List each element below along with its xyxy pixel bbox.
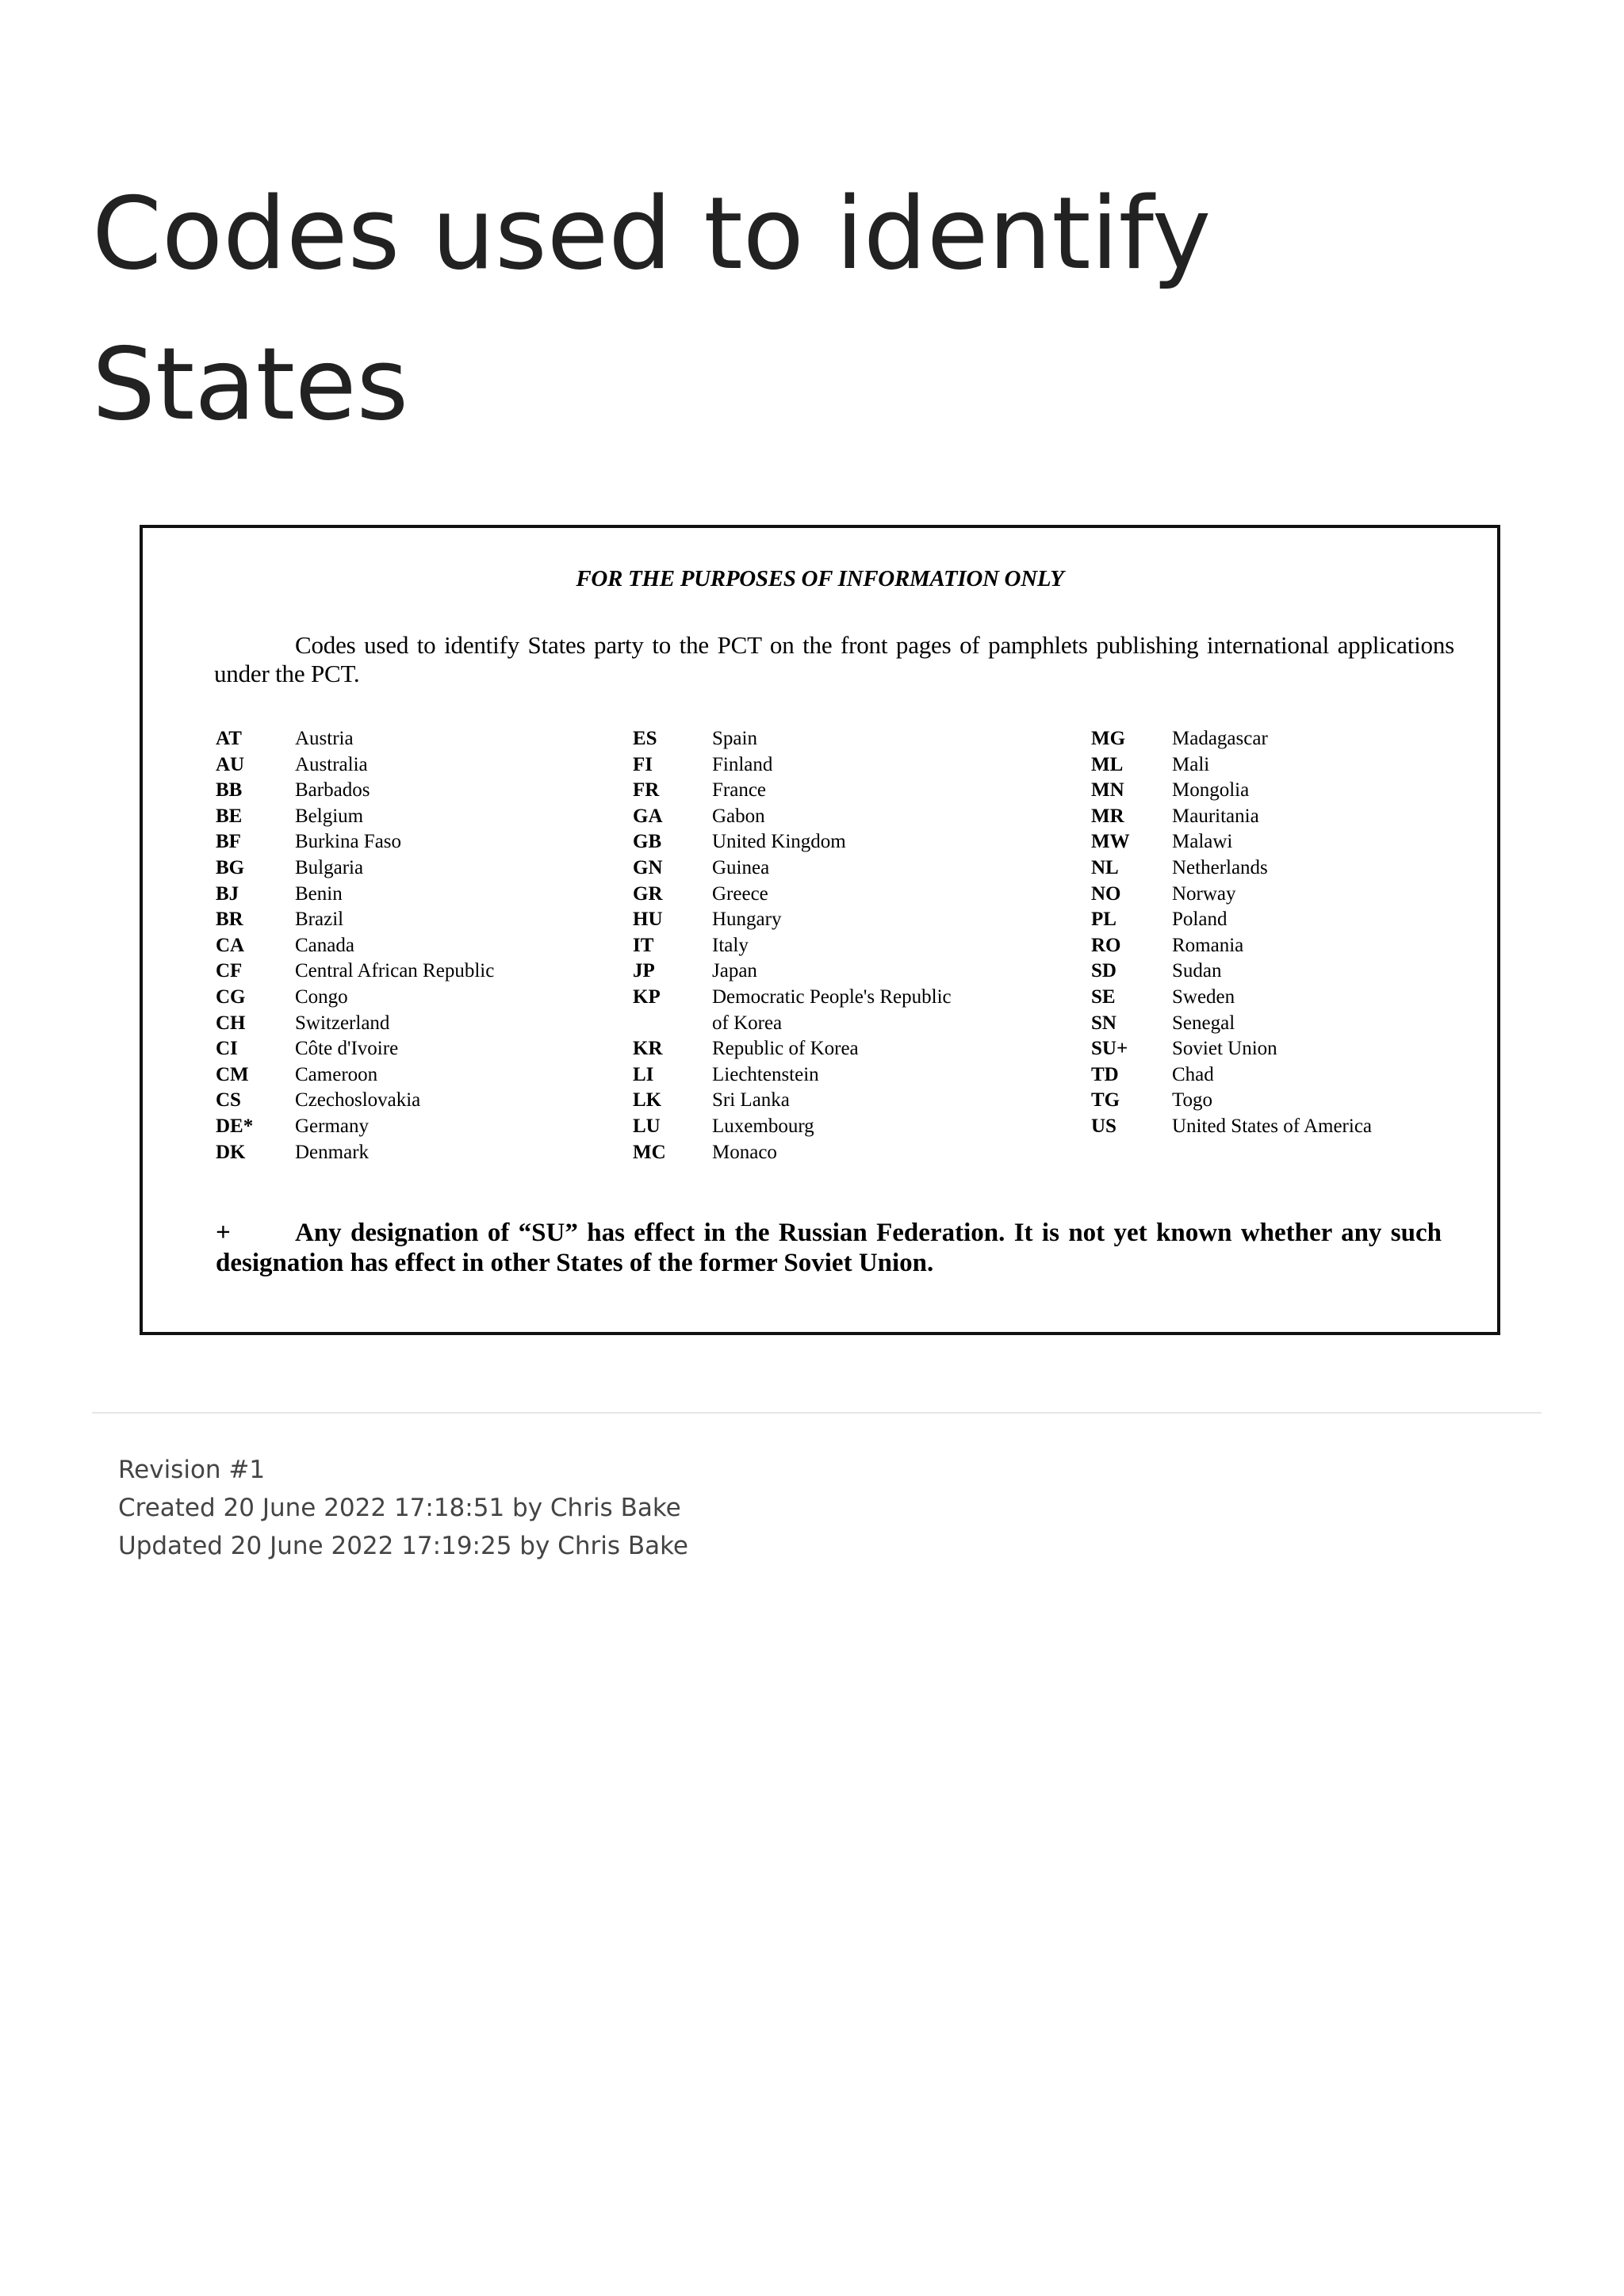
state-name: Romania bbox=[1172, 934, 1244, 956]
code-row bbox=[216, 907, 628, 933]
state-code: MW bbox=[1091, 831, 1130, 853]
code-column-3 bbox=[1091, 726, 1488, 1140]
state-code: SE bbox=[1091, 985, 1116, 1008]
state-name: Austria bbox=[295, 728, 354, 749]
state-code: RO bbox=[1091, 934, 1121, 956]
state-code: ML bbox=[1091, 753, 1124, 775]
state-code: MR bbox=[1091, 805, 1124, 827]
state-code: LK bbox=[633, 1089, 662, 1112]
state-name: of Korea bbox=[712, 1012, 783, 1034]
state-name: Germany bbox=[295, 1115, 370, 1137]
code-row bbox=[633, 985, 1045, 1011]
state-code: DE* bbox=[216, 1115, 254, 1137]
state-code: ES bbox=[633, 728, 657, 749]
state-name: Malawi bbox=[1172, 831, 1233, 853]
state-name: Benin bbox=[295, 882, 343, 905]
code-row bbox=[216, 726, 628, 752]
state-name: Greece bbox=[712, 882, 768, 905]
state-code: SN bbox=[1091, 1012, 1116, 1034]
state-code: SD bbox=[1091, 960, 1116, 982]
state-name: Brazil bbox=[295, 909, 344, 931]
state-name: Italy bbox=[712, 934, 749, 956]
state-code: BJ bbox=[216, 882, 239, 905]
code-row bbox=[633, 1088, 1045, 1114]
code-row bbox=[633, 933, 1045, 959]
code-row bbox=[216, 1114, 628, 1140]
code-row bbox=[216, 1062, 628, 1089]
state-code: CM bbox=[216, 1063, 249, 1085]
state-code: PL bbox=[1091, 909, 1116, 931]
code-row bbox=[1091, 933, 1488, 959]
state-code: LI bbox=[633, 1063, 654, 1085]
code-row bbox=[633, 778, 1045, 804]
code-row bbox=[1091, 1011, 1488, 1037]
code-row bbox=[216, 829, 628, 855]
state-name: Soviet Union bbox=[1172, 1038, 1277, 1060]
code-row bbox=[1091, 1114, 1488, 1140]
code-row bbox=[1091, 1088, 1488, 1114]
divider bbox=[92, 1412, 1542, 1414]
state-code: NO bbox=[1091, 882, 1121, 905]
state-code: GB bbox=[633, 831, 662, 853]
code-row bbox=[633, 1062, 1045, 1089]
code-row bbox=[633, 804, 1045, 830]
code-row bbox=[1091, 1036, 1488, 1062]
state-code: LU bbox=[633, 1115, 661, 1137]
state-name: Canada bbox=[295, 934, 354, 956]
code-row bbox=[216, 1140, 628, 1166]
state-code: BE bbox=[216, 805, 243, 827]
code-row bbox=[1091, 778, 1488, 804]
state-name: Bulgaria bbox=[295, 856, 364, 878]
state-name: Australia bbox=[295, 753, 368, 775]
state-name: Togo bbox=[1172, 1089, 1213, 1112]
state-code: FI bbox=[633, 753, 653, 775]
code-row bbox=[1091, 1062, 1488, 1089]
revision-info bbox=[118, 1451, 688, 1565]
state-name: United Kingdom bbox=[712, 831, 846, 853]
state-name: Madagascar bbox=[1172, 728, 1268, 749]
footnote-mark: + bbox=[216, 1219, 231, 1247]
state-code: MN bbox=[1091, 779, 1124, 802]
state-name: Switzerland bbox=[295, 1012, 390, 1034]
code-row bbox=[633, 752, 1045, 779]
state-code: FR bbox=[633, 779, 660, 802]
scanned-information-notice bbox=[140, 525, 1500, 1335]
state-code: DK bbox=[216, 1141, 246, 1163]
code-row bbox=[633, 1114, 1045, 1140]
code-row bbox=[216, 855, 628, 882]
state-code: BR bbox=[216, 909, 243, 931]
state-name: Norway bbox=[1172, 882, 1236, 905]
state-name: United States of America bbox=[1172, 1115, 1373, 1137]
code-row bbox=[633, 1036, 1045, 1062]
updated-timestamp: Updated 20 June 2022 17:19:25 by Chris Bake bbox=[118, 1532, 689, 1560]
code-row bbox=[633, 882, 1045, 908]
state-code: TG bbox=[1091, 1089, 1120, 1112]
state-name: Congo bbox=[295, 985, 348, 1008]
state-code: CI bbox=[216, 1038, 238, 1060]
code-row bbox=[633, 829, 1045, 855]
state-code: GN bbox=[633, 856, 663, 878]
state-name: Spain bbox=[712, 728, 757, 749]
state-code: KP bbox=[633, 985, 661, 1008]
code-row bbox=[1091, 804, 1488, 830]
state-name: Cameroon bbox=[295, 1063, 378, 1085]
state-name: Poland bbox=[1172, 909, 1228, 931]
state-code: CG bbox=[216, 985, 246, 1008]
code-row bbox=[633, 1140, 1045, 1166]
state-code: IT bbox=[633, 934, 654, 956]
state-code: US bbox=[1091, 1115, 1116, 1137]
code-row bbox=[1091, 726, 1488, 752]
state-code: CA bbox=[216, 934, 245, 956]
state-name: Côte d'Ivoire bbox=[295, 1038, 399, 1060]
footnote-text: Any designation of “SU” has effect in the Russian Federation. It is not yet known whether any such designation has effect in other States of the former Soviet Union. bbox=[216, 1219, 1442, 1277]
state-code: SU+ bbox=[1091, 1038, 1128, 1060]
state-name: Mongolia bbox=[1172, 779, 1250, 802]
notice-header: FOR THE PURPOSES OF INFORMATION ONLY bbox=[576, 566, 1064, 591]
state-code: BG bbox=[216, 856, 245, 878]
code-row bbox=[1091, 882, 1488, 908]
code-row bbox=[633, 907, 1045, 933]
state-code: GA bbox=[633, 805, 663, 827]
state-code: CH bbox=[216, 1012, 246, 1034]
state-name: Denmark bbox=[295, 1141, 370, 1163]
code-column-1 bbox=[216, 726, 628, 1165]
code-row bbox=[1091, 855, 1488, 882]
state-name: Burkina Faso bbox=[295, 831, 402, 853]
state-name: Gabon bbox=[712, 805, 765, 827]
code-row bbox=[1091, 985, 1488, 1011]
footnote bbox=[216, 1218, 1442, 1278]
created-timestamp: Created 20 June 2022 17:18:51 by Chris Bake bbox=[118, 1494, 681, 1522]
code-row bbox=[216, 1088, 628, 1114]
code-row bbox=[633, 1011, 1045, 1037]
state-code: MC bbox=[633, 1141, 666, 1163]
notice-intro: Codes used to identify States party to the PCT on the front pages of pamphlets publishing international applications under the PCT. bbox=[214, 631, 1454, 687]
state-code: BF bbox=[216, 831, 241, 853]
code-row bbox=[216, 1036, 628, 1062]
state-code: KR bbox=[633, 1038, 663, 1060]
state-name: Sweden bbox=[1172, 985, 1235, 1008]
code-row bbox=[216, 985, 628, 1011]
code-column-2 bbox=[633, 726, 1045, 1165]
code-row bbox=[216, 752, 628, 779]
code-row bbox=[216, 882, 628, 908]
page-title: Codes used to identify States bbox=[92, 175, 1212, 442]
code-row bbox=[1091, 829, 1488, 855]
revision-number: Revision #1 bbox=[118, 1456, 266, 1484]
code-row bbox=[216, 804, 628, 830]
state-code: AU bbox=[216, 753, 245, 775]
state-name: Japan bbox=[712, 960, 757, 982]
state-name: Republic of Korea bbox=[712, 1038, 859, 1060]
code-row bbox=[633, 959, 1045, 985]
state-name: Luxembourg bbox=[712, 1115, 814, 1137]
state-name: Democratic People's Republic bbox=[712, 985, 952, 1008]
state-name: Senegal bbox=[1172, 1012, 1235, 1034]
state-name: Central African Republic bbox=[295, 960, 495, 982]
code-row bbox=[1091, 752, 1488, 779]
state-name: Belgium bbox=[295, 805, 364, 827]
code-row bbox=[633, 855, 1045, 882]
state-code: NL bbox=[1091, 856, 1119, 878]
state-name: Finland bbox=[712, 753, 773, 775]
code-row bbox=[1091, 959, 1488, 985]
state-name: Barbados bbox=[295, 779, 370, 802]
state-name: Sri Lanka bbox=[712, 1089, 790, 1112]
code-row bbox=[216, 1011, 628, 1037]
state-code: AT bbox=[216, 728, 242, 749]
code-row bbox=[1091, 907, 1488, 933]
state-code: TD bbox=[1091, 1063, 1119, 1085]
state-code: JP bbox=[633, 960, 655, 982]
state-name: Czechoslovakia bbox=[295, 1089, 421, 1112]
state-code: HU bbox=[633, 909, 663, 931]
state-name: Mali bbox=[1172, 753, 1210, 775]
code-row bbox=[216, 933, 628, 959]
code-row bbox=[633, 726, 1045, 752]
state-code: GR bbox=[633, 882, 663, 905]
state-code: CF bbox=[216, 960, 243, 982]
state-code: CS bbox=[216, 1089, 241, 1112]
code-row bbox=[216, 959, 628, 985]
code-row bbox=[216, 778, 628, 804]
state-code bbox=[633, 1011, 712, 1037]
state-name: Liechtenstein bbox=[712, 1063, 819, 1085]
state-name: Guinea bbox=[712, 856, 770, 878]
state-name: Hungary bbox=[712, 909, 782, 931]
state-name: France bbox=[712, 779, 767, 802]
state-name: Netherlands bbox=[1172, 856, 1268, 878]
state-name: Sudan bbox=[1172, 960, 1222, 982]
state-name: Chad bbox=[1172, 1063, 1214, 1085]
state-code: MG bbox=[1091, 728, 1126, 749]
state-code: BB bbox=[216, 779, 243, 802]
state-name: Mauritania bbox=[1172, 805, 1259, 827]
state-name: Monaco bbox=[712, 1141, 777, 1163]
